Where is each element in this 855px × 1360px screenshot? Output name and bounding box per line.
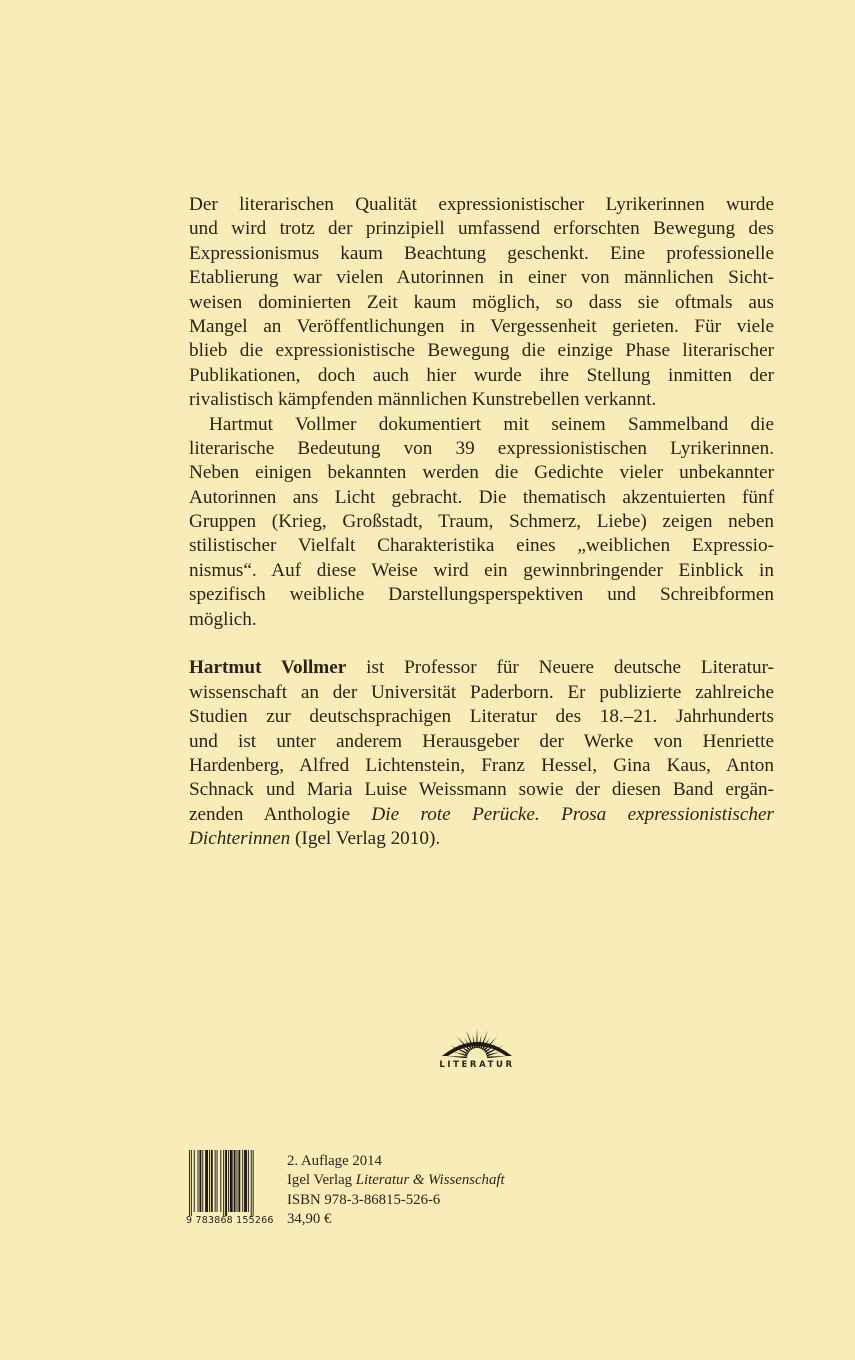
bio-line: und ist unter anderem Herausgeber der Werke von Henriette (189, 730, 774, 752)
barcode-bar (217, 1150, 218, 1212)
barcode-bar (202, 1150, 203, 1212)
blurb-line: Hartmut Vollmer dokumentiert mit seinem Sammelband die (209, 413, 774, 435)
barcode-bar (251, 1150, 252, 1216)
blurb-line: möglich. (189, 608, 257, 630)
blurb-line: Gruppen (Krieg, Großstadt, Traum, Schmerz, Liebe) zeigen neben (189, 511, 774, 533)
blurb-line: Autorinnen ans Licht gebracht. Die thematisch akzentuierten fünf (189, 486, 774, 508)
edition: 2. Auflage 2014 (287, 1153, 382, 1169)
sunburst-icon (436, 1020, 518, 1058)
logo-label: LITERATUR (439, 1060, 515, 1070)
publisher: Igel Verlag (287, 1172, 356, 1189)
sun-ray (487, 1056, 507, 1058)
publisher-logo (436, 1020, 518, 1078)
blurb-line: rivalistisch kämpfenden männlichen Kunstrebellen verkannt. (189, 389, 657, 411)
barcode-bar (225, 1150, 227, 1216)
bio-text: zenden Anthologie (189, 803, 372, 825)
sun-arc (442, 1042, 512, 1056)
blurb-line: stilistischer Vielfalt Charakteristika eines „weiblichen Expressio- (189, 535, 774, 557)
blurb-line: Neben einigen bekannten werden die Gedichte vieler unbekannter (189, 462, 774, 484)
back-cover-text (189, 193, 774, 852)
bio-line (189, 827, 774, 851)
barcode-bar (248, 1150, 249, 1212)
blurb-line: Der literarischen Qualität expressionistischer Lyrikerinnen wurde (189, 194, 774, 215)
blurb-line: nismus“. Auf diese Weise wird ein gewinnbringender Einblick in (189, 559, 774, 581)
barcode-bar (223, 1150, 224, 1216)
barcode-bar (253, 1150, 254, 1216)
bio-line: Studien zur deutschsprachigen Literatur des 18.–21. Jahrhunderts (189, 706, 774, 728)
isbn-barcode (186, 1150, 282, 1230)
blurb-line: blieb die expressionistische Bewegung die einzige Phase literarischer (189, 340, 774, 362)
barcode-bar (238, 1150, 240, 1212)
blurb-line: Expressionismus kaum Beachtung geschenkt. Eine professionelle (189, 242, 774, 264)
barcode-bar (191, 1150, 192, 1216)
publisher-line (287, 1171, 505, 1190)
barcode-bar (228, 1150, 229, 1212)
blurb-paragraph-2 (189, 413, 774, 633)
barcode-bar (189, 1150, 190, 1216)
bio-line: Schnack und Maria Luise Weissmann sowie der diesen Band ergän- (189, 779, 774, 801)
barcode-bar (242, 1150, 243, 1212)
bio-text: (Igel Verlag 2010). (290, 828, 441, 850)
author-name: Hartmut Vollmer (189, 657, 347, 679)
bio-line: wissenschaft an der Universität Paderborn. Er publizierte zahlreiche (189, 681, 774, 703)
barcode-digits: 9 783868 155266 (186, 1215, 274, 1226)
blurb-line: weisen dominierten Zeit kaum möglich, so dass sie oftmals aus (189, 291, 774, 313)
barcode-bar (234, 1150, 236, 1212)
sun-ray (447, 1056, 467, 1058)
barcode-bar (220, 1150, 221, 1212)
barcode-bar (209, 1150, 210, 1212)
barcode-bar (215, 1150, 216, 1212)
blurb-line: literarische Bedeutung von 39 expressionistischen Lyrikerinnen. (189, 437, 774, 459)
blurb-line: spezifisch weibliche Darstellungsperspektiven und Schreibformen (189, 584, 774, 606)
price: 34,90 € (287, 1210, 332, 1227)
barcode-bar (244, 1150, 247, 1212)
blurb-line: Publikationen, doch auch hier wurde ihre Stellung inmitten der (189, 364, 774, 386)
barcode-bar (198, 1150, 199, 1212)
imprint (287, 1152, 505, 1229)
isbn: ISBN 978-3-86815-526-6 (287, 1191, 441, 1208)
anthology-title-end: Dichterinnen (189, 828, 291, 850)
blurb-line: Mangel an Veröffentlichungen in Vergessenheit gerieten. Für viele (189, 315, 774, 337)
bio-line (189, 803, 774, 827)
bio-text: ist Professor für Neuere deutsche Literatur- (346, 657, 774, 679)
anthology-title: Die rote Perücke. Prosa expressionistischer (371, 803, 774, 825)
barcode-bar (205, 1150, 208, 1212)
blurb-line: und wird trotz der prinzipiell umfassend erforschten Bewegung des (189, 218, 774, 240)
blurb-paragraph-1 (189, 193, 774, 413)
series: Literatur & Wissenschaft (355, 1172, 505, 1189)
bio-line: Hardenberg, Alfred Lichtenstein, Franz Hessel, Gina Kaus, Anton (189, 754, 774, 776)
paragraph-gap (189, 632, 774, 656)
barcode-bar (230, 1150, 233, 1212)
barcode-bar (211, 1150, 213, 1212)
barcode-bar (237, 1150, 238, 1212)
barcode-bars (186, 1150, 282, 1216)
bio-line (189, 656, 774, 680)
barcode-bar (199, 1150, 201, 1212)
author-bio (189, 656, 774, 851)
barcode-bar (194, 1150, 195, 1212)
blurb-line: Etablierung war vielen Autorinnen in einer von männlichen Sicht- (189, 267, 774, 289)
